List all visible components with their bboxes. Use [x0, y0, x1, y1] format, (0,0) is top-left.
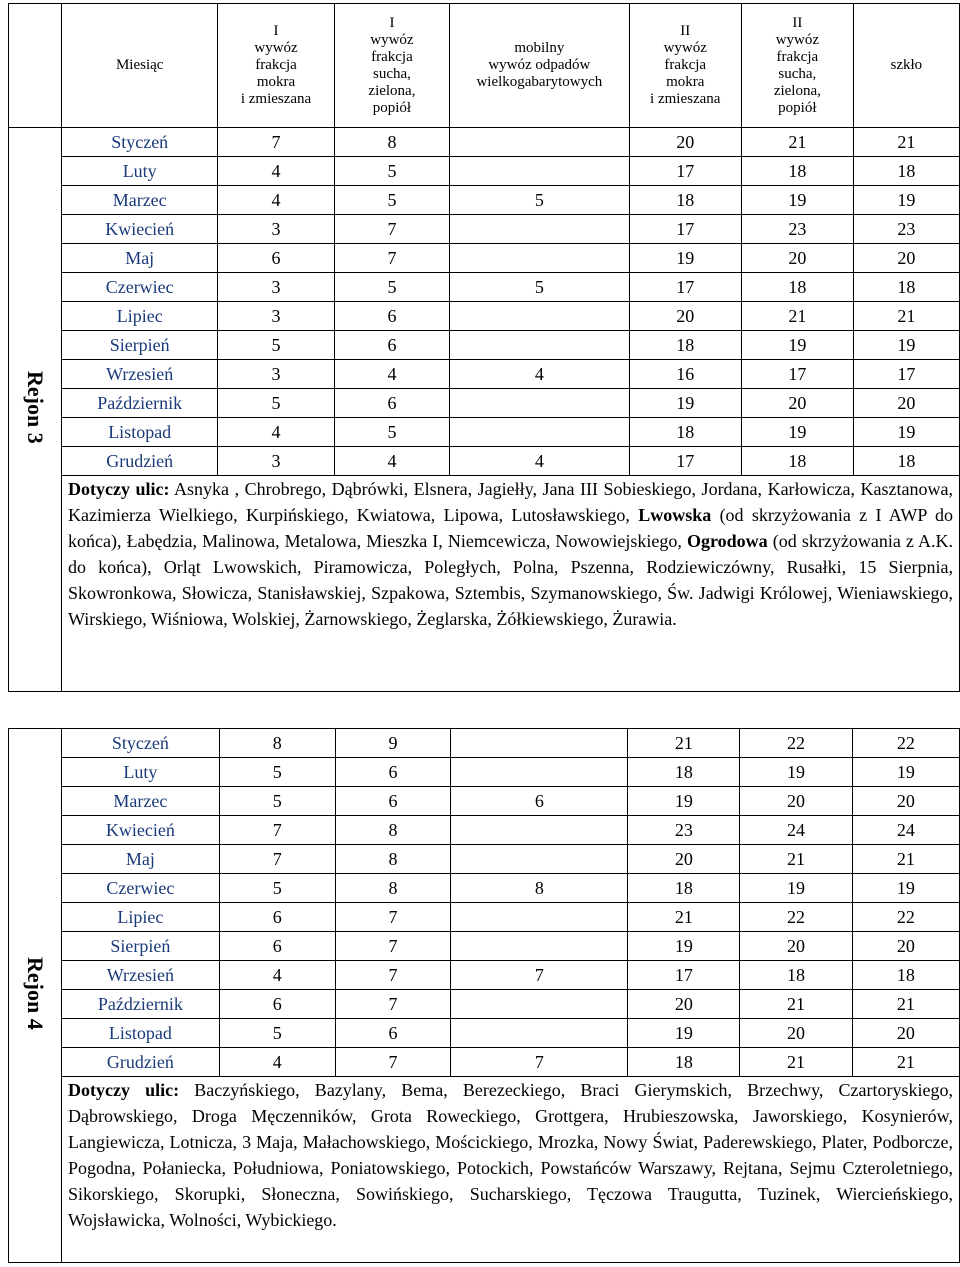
header-c3	[450, 4, 629, 128]
month-cell: Sierpień	[62, 331, 218, 360]
header-line: frakcja	[664, 57, 707, 73]
schedule-table-rejon-4	[8, 728, 960, 1263]
table-row	[9, 273, 960, 302]
value-cell-c6: 19	[853, 186, 959, 215]
value-cell-c5: 21	[741, 128, 853, 157]
month-cell: Kwiecień	[62, 816, 220, 845]
value-cell-c4: 16	[629, 360, 741, 389]
value-cell-c6: 19	[852, 758, 959, 787]
schedule-table-rejon-3	[8, 3, 960, 692]
value-cell-c5: 18	[741, 273, 853, 302]
value-cell-c4: 19	[629, 389, 741, 418]
month-cell: Marzec	[62, 787, 220, 816]
value-cell-c6: 21	[852, 1048, 959, 1077]
streets-text: Asnyka , Chrobrego, Dąbrówki, Elsnera, Jagiełły, Jana III Sobieskiego, Jordana, Karłowicza, Kasztanowa, Kazimierza Wielkiego, Kurpińskiego, Kwiatowa, Lipowa, Lutosławskiego,	[68, 479, 954, 525]
value-cell-c4: 18	[629, 418, 741, 447]
month-cell: Styczeń	[62, 128, 218, 157]
value-cell-c1: 5	[219, 758, 335, 787]
header-c6: szkło	[853, 4, 959, 128]
value-cell-c5: 20	[740, 1019, 852, 1048]
value-cell-c1: 7	[218, 128, 334, 157]
month-cell: Lipiec	[62, 302, 218, 331]
streets-text: (od skrzyżowania z I AWP do końca), Łabędzia, Malinowa, Metalowa, Mieszka I, Niemcewicza, Nowowiejskiego,	[68, 505, 953, 551]
value-cell-c3: 4	[450, 447, 629, 476]
value-cell-c6: 24	[852, 816, 959, 845]
value-cell-c4: 20	[629, 302, 741, 331]
value-cell-c6: 18	[852, 961, 959, 990]
value-cell-c4: 20	[628, 845, 740, 874]
value-cell-c2: 7	[335, 961, 451, 990]
value-cell-c4: 17	[628, 961, 740, 990]
header-line: frakcja	[255, 57, 297, 73]
value-cell-c2: 7	[334, 244, 450, 273]
value-cell-c3	[450, 302, 629, 331]
header-line: i zmieszana	[240, 91, 312, 107]
table-row	[9, 157, 960, 186]
header-row	[9, 4, 960, 128]
value-cell-c3	[451, 990, 628, 1019]
month-cell: Wrzesień	[62, 961, 220, 990]
month-cell: Grudzień	[62, 1048, 220, 1077]
value-cell-c3	[451, 729, 628, 758]
value-cell-c1: 4	[218, 157, 334, 186]
streets-bold-text: Lwowska	[638, 505, 712, 525]
value-cell-c5: 22	[740, 729, 852, 758]
value-cell-c2: 7	[335, 932, 451, 961]
value-cell-c1: 3	[218, 360, 334, 389]
value-cell-c3: 7	[451, 1048, 628, 1077]
table-row	[9, 729, 960, 758]
value-cell-c1: 3	[218, 273, 334, 302]
month-cell: Styczeń	[62, 729, 220, 758]
value-cell-c5: 21	[741, 302, 853, 331]
value-cell-c5: 23	[741, 215, 853, 244]
value-cell-c2: 5	[334, 273, 450, 302]
header-line: sucha,	[778, 65, 817, 82]
header-line: II	[680, 23, 691, 39]
value-cell-c5: 21	[740, 990, 852, 1019]
table-row	[9, 302, 960, 331]
value-cell-c2: 8	[334, 128, 450, 157]
value-cell-c4: 21	[628, 729, 740, 758]
value-cell-c4: 18	[628, 1048, 740, 1077]
value-cell-c2: 4	[334, 360, 450, 389]
value-cell-c4: 18	[629, 331, 741, 360]
streets-bold-text: Ogrodowa	[687, 531, 768, 551]
month-cell: Sierpień	[62, 932, 220, 961]
value-cell-c1: 7	[219, 845, 335, 874]
value-cell-c5: 19	[741, 418, 853, 447]
value-cell-c3	[450, 215, 629, 244]
value-cell-c6: 19	[853, 331, 959, 360]
value-cell-c6: 20	[852, 1019, 959, 1048]
value-cell-c5: 21	[740, 845, 852, 874]
value-cell-c4: 23	[628, 816, 740, 845]
table-row	[9, 787, 960, 816]
value-cell-c6: 21	[852, 990, 959, 1019]
header-line: zielona,	[368, 82, 416, 99]
value-cell-c1: 4	[218, 418, 334, 447]
value-cell-c2: 5	[334, 418, 450, 447]
header-line: wywóz	[370, 31, 414, 48]
value-cell-c4: 20	[628, 990, 740, 1019]
value-cell-c6: 22	[852, 729, 959, 758]
month-cell: Luty	[62, 157, 218, 186]
value-cell-c1: 6	[219, 932, 335, 961]
header-line: mokra	[256, 74, 296, 90]
header-line: wywóz	[775, 31, 820, 48]
header-line: mobilny	[514, 40, 565, 56]
value-cell-c2: 9	[335, 729, 451, 758]
value-cell-c1: 3	[218, 302, 334, 331]
header-line: sucha,	[372, 65, 411, 82]
value-cell-c5: 20	[740, 787, 852, 816]
table-row	[9, 816, 960, 845]
value-cell-c5: 18	[741, 157, 853, 186]
value-cell-c5: 19	[740, 874, 852, 903]
value-cell-c1: 4	[218, 186, 334, 215]
month-cell: Listopad	[62, 418, 218, 447]
value-cell-c6: 18	[853, 157, 959, 186]
month-cell: Wrzesień	[62, 360, 218, 389]
table-row	[9, 360, 960, 389]
value-cell-c1: 7	[219, 816, 335, 845]
value-cell-c6: 19	[853, 418, 959, 447]
value-cell-c1: 5	[218, 389, 334, 418]
value-cell-c1: 3	[218, 215, 334, 244]
streets-bold-text: Dotyczy ulic:	[68, 1080, 180, 1100]
table-row	[9, 1048, 960, 1077]
month-cell: Październik	[62, 389, 218, 418]
month-cell: Lipiec	[62, 903, 220, 932]
value-cell-c2: 7	[334, 215, 450, 244]
value-cell-c2: 5	[334, 157, 450, 186]
month-cell: Kwiecień	[62, 215, 218, 244]
value-cell-c6: 20	[853, 244, 959, 273]
month-cell: Czerwiec	[62, 874, 220, 903]
value-cell-c3	[451, 1019, 628, 1048]
value-cell-c2: 8	[335, 845, 451, 874]
value-cell-c2: 6	[334, 331, 450, 360]
value-cell-c6: 21	[853, 302, 959, 331]
value-cell-c4: 18	[629, 186, 741, 215]
value-cell-c4: 17	[629, 215, 741, 244]
value-cell-c5: 21	[740, 1048, 852, 1077]
value-cell-c4: 18	[628, 874, 740, 903]
header-line: i zmieszana	[650, 91, 721, 107]
value-cell-c5: 19	[740, 758, 852, 787]
value-cell-c1: 6	[219, 903, 335, 932]
value-cell-c3	[450, 244, 629, 273]
table-row	[9, 845, 960, 874]
streets-cell	[62, 476, 960, 692]
value-cell-c2: 6	[335, 1019, 451, 1048]
header-line: mokra	[666, 74, 705, 90]
value-cell-c1: 5	[218, 331, 334, 360]
header-c1	[218, 4, 334, 128]
value-cell-c3	[450, 157, 629, 186]
value-cell-c4: 17	[629, 273, 741, 302]
header-c5	[741, 4, 853, 128]
value-cell-c1: 4	[219, 1048, 335, 1077]
value-cell-c6: 20	[852, 787, 959, 816]
region-label: Rejon 4	[23, 956, 48, 1030]
streets-row	[9, 476, 960, 692]
streets-cell	[62, 1077, 960, 1263]
table-row	[9, 128, 960, 157]
value-cell-c5: 20	[741, 389, 853, 418]
value-cell-c2: 4	[334, 447, 450, 476]
value-cell-c3: 8	[451, 874, 628, 903]
value-cell-c2: 8	[335, 874, 451, 903]
value-cell-c6: 20	[853, 389, 959, 418]
header-line: frakcja	[371, 48, 413, 65]
value-cell-c6: 18	[853, 273, 959, 302]
region-label-cell	[9, 729, 62, 1263]
month-cell: Październik	[62, 990, 220, 1019]
month-cell: Czerwiec	[62, 273, 218, 302]
value-cell-c2: 7	[335, 990, 451, 1019]
value-cell-c4: 19	[628, 932, 740, 961]
month-cell: Maj	[62, 845, 220, 874]
table-row	[9, 990, 960, 1019]
value-cell-c3	[451, 932, 628, 961]
value-cell-c6: 17	[853, 360, 959, 389]
value-cell-c2: 7	[335, 903, 451, 932]
streets-bold-text: Dotyczy ulic:	[68, 479, 170, 499]
value-cell-c3: 5	[450, 186, 629, 215]
value-cell-c6: 23	[853, 215, 959, 244]
value-cell-c4: 17	[629, 157, 741, 186]
streets-row	[9, 1077, 960, 1263]
value-cell-c3: 4	[450, 360, 629, 389]
month-cell: Grudzień	[62, 447, 218, 476]
value-cell-c4: 19	[629, 244, 741, 273]
header-c2	[334, 4, 450, 128]
value-cell-c3: 6	[451, 787, 628, 816]
table-row	[9, 447, 960, 476]
value-cell-c4: 21	[628, 903, 740, 932]
value-cell-c6: 22	[852, 903, 959, 932]
header-line: popiół	[372, 99, 412, 116]
value-cell-c5: 18	[741, 447, 853, 476]
value-cell-c3	[451, 816, 628, 845]
value-cell-c1: 4	[219, 961, 335, 990]
value-cell-c5: 18	[740, 961, 852, 990]
region-label-cell	[9, 128, 62, 692]
header-line: wywóz odpadów	[488, 57, 591, 73]
table-row	[9, 961, 960, 990]
value-cell-c6: 21	[852, 845, 959, 874]
value-cell-c3: 5	[450, 273, 629, 302]
value-cell-c2: 6	[334, 302, 450, 331]
table-row	[9, 932, 960, 961]
header-c4	[629, 4, 741, 128]
value-cell-c2: 8	[335, 816, 451, 845]
value-cell-c3	[450, 331, 629, 360]
table-row	[9, 1019, 960, 1048]
table-row	[9, 389, 960, 418]
header-line: wielkogabarytowych	[476, 74, 603, 90]
table-row	[9, 186, 960, 215]
month-cell: Maj	[62, 244, 218, 273]
streets-text: Baczyńskiego, Bazylany, Bema, Berezeckiego, Braci Gierymskich, Brzechwy, Czartoryskiego, Dąbrowskiego, Droga Męczenników, Grota Roweckiego, Grottgera, Hrubieszowska, Jaworskiego, Kosynierów, Langiewicza, Lotnicza, 3 Maja, Małachowskiego, Mościckiego, Mrozka, Nowy Świat, Paderewskiego, Plater, Podborcze, Pogodna, Połaniecka, Południowa, Poniatowskiego, Potockich, Powstańców Warszawy, Rejtana, Sejmu Czteroletniego, Sikorskiego, Skorupki, Słoneczna, Sowińskiego, Sucharskiego, Tęczowa Traugutta, Tuzinek, Wiercieńskiego, Wojsławicka, Wolności, Wybickiego.	[68, 1080, 954, 1230]
header-line: I	[389, 14, 395, 31]
value-cell-c2: 7	[335, 1048, 451, 1077]
value-cell-c5: 17	[741, 360, 853, 389]
value-cell-c3	[451, 758, 628, 787]
value-cell-c4: 18	[628, 758, 740, 787]
value-cell-c1: 8	[219, 729, 335, 758]
value-cell-c2: 5	[334, 186, 450, 215]
month-cell: Luty	[62, 758, 220, 787]
value-cell-c4: 20	[629, 128, 741, 157]
value-cell-c5: 20	[740, 932, 852, 961]
value-cell-c2: 6	[335, 787, 451, 816]
value-cell-c1: 5	[219, 787, 335, 816]
value-cell-c3: 7	[451, 961, 628, 990]
value-cell-c5: 20	[741, 244, 853, 273]
value-cell-c6: 19	[852, 874, 959, 903]
header-month: Miesiąc	[62, 4, 218, 128]
value-cell-c1: 6	[218, 244, 334, 273]
streets-text: (od skrzyżowania z A.K. do końca), Orląt Lwowskich, Piramowicza, Poległych, Polna, Pszenna, Rodziewiczówny, Rusałki, 15 Sierpnia, Skowronkowa, Słowicza, Stanisławskiej, Szpakowa, Sztembis, Szymanowskiego, Św. Jadwigi Królowej, Wieniawskiego, Wirskiego, Wiśniowa, Wolskiej, Żarnowskiego, Żeglarska, Żółkiewskiego, Żurawia.	[68, 531, 953, 629]
value-cell-c1: 6	[219, 990, 335, 1019]
value-cell-c2: 6	[335, 758, 451, 787]
value-cell-c2: 6	[334, 389, 450, 418]
value-cell-c4: 19	[628, 1019, 740, 1048]
table-row	[9, 215, 960, 244]
header-line: wywóz	[254, 40, 298, 56]
value-cell-c5: 22	[740, 903, 852, 932]
value-cell-c1: 3	[218, 447, 334, 476]
value-cell-c4: 19	[628, 787, 740, 816]
header-region-blank	[9, 4, 62, 128]
table-row	[9, 758, 960, 787]
header-line: wywóz	[663, 40, 707, 56]
value-cell-c3	[450, 418, 629, 447]
value-cell-c3	[451, 845, 628, 874]
header-line: II	[792, 14, 803, 31]
header-line: frakcja	[776, 48, 819, 65]
table-row	[9, 244, 960, 273]
value-cell-c6: 18	[853, 447, 959, 476]
table-row	[9, 331, 960, 360]
value-cell-c1: 5	[219, 1019, 335, 1048]
value-cell-c3	[450, 128, 629, 157]
value-cell-c6: 20	[852, 932, 959, 961]
value-cell-c5: 19	[741, 331, 853, 360]
table-row	[9, 903, 960, 932]
month-cell: Marzec	[62, 186, 218, 215]
value-cell-c4: 17	[629, 447, 741, 476]
month-cell: Listopad	[62, 1019, 220, 1048]
value-cell-c6: 21	[853, 128, 959, 157]
value-cell-c3	[450, 389, 629, 418]
table-row	[9, 418, 960, 447]
header-line: I	[273, 23, 279, 39]
value-cell-c3	[451, 903, 628, 932]
header-line: popiół	[778, 99, 817, 116]
value-cell-c1: 5	[219, 874, 335, 903]
table-row	[9, 874, 960, 903]
header-line: zielona,	[773, 82, 821, 99]
value-cell-c5: 24	[740, 816, 852, 845]
region-label: Rejon 3	[23, 370, 48, 444]
value-cell-c5: 19	[741, 186, 853, 215]
